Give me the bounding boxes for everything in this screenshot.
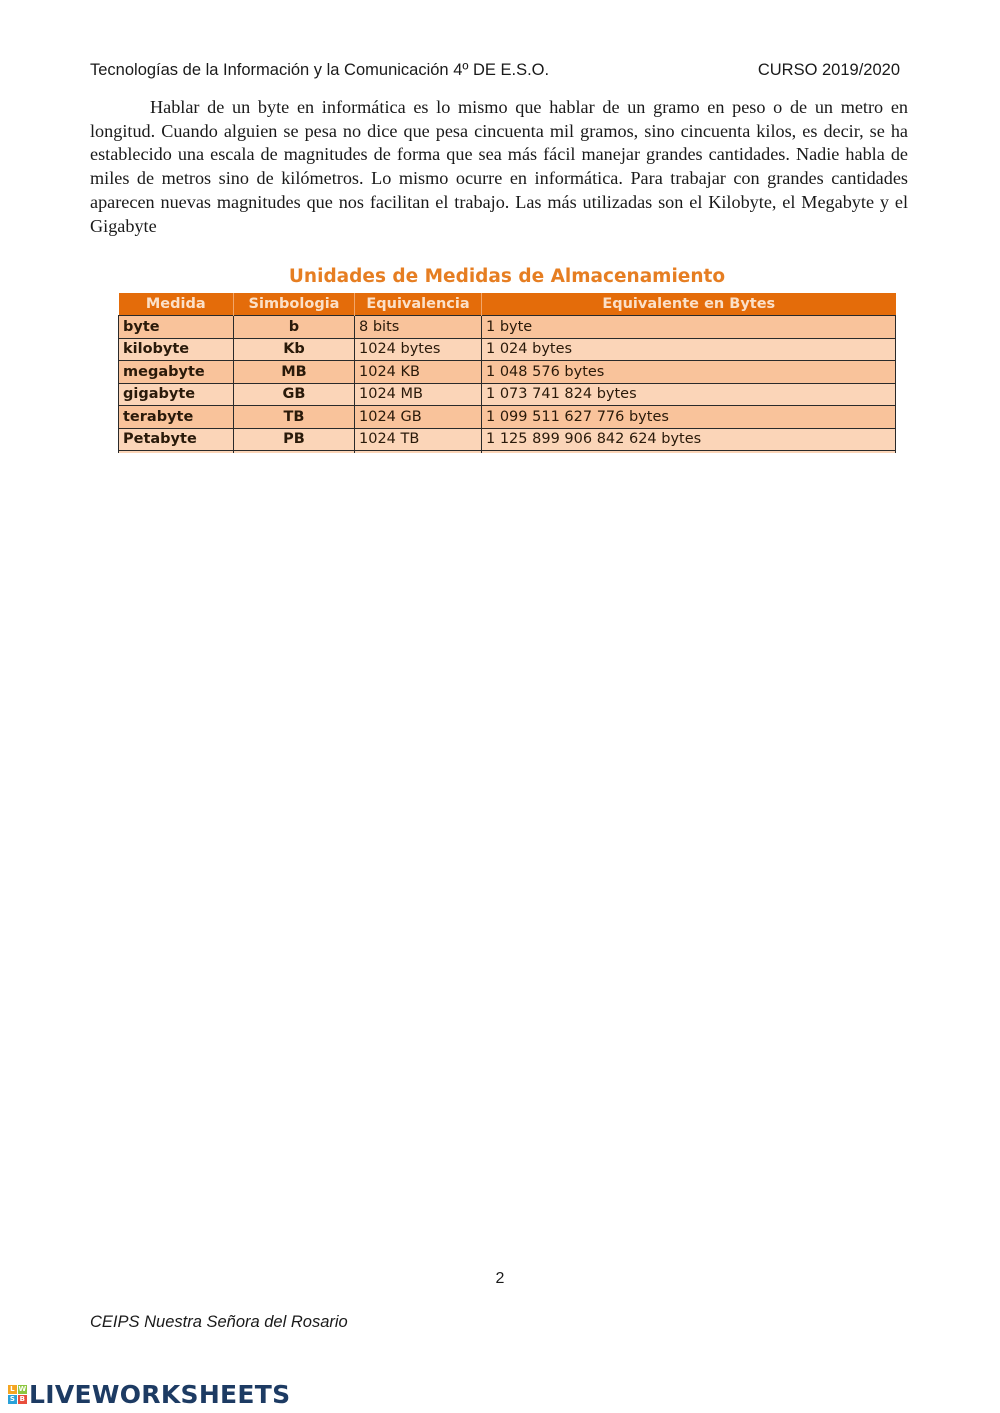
logo-tile-w: W [18,1385,27,1393]
cell-bytes: 1 125 899 906 842 624 bytes [482,428,896,451]
table-row [119,406,896,429]
cell-equivalencia: 8 bits [355,316,482,339]
intro-paragraph: Hablar de un byte en informática es lo mismo que hablar de un gramo en peso o de un metro en longitud. Cuando alguien se pesa no dice que pesa cincuenta mil gramos, sino cincuenta kilos, es decir, se ha establecido una escala de magnitudes de forma que sea más fácil manejar grandes cantidades. Nadie habla de miles de metros sino de kilómetros. Lo mismo ocurre en informática. Para trabajar con grandes cantidades aparecen nuevas magnitudes que nos facilitan el trabajo. Las más utilizadas son el Kilobyte, el Megabyte y el Gigabyte [90,97,908,236]
cut-cell [234,451,355,454]
table-row [119,316,896,339]
cell-equivalencia: 1024 GB [355,406,482,429]
cell-bytes: 1 048 576 bytes [482,361,896,384]
cell-equivalencia: 1024 bytes [355,338,482,361]
cell-medida: byte [119,316,234,339]
table-row [119,428,896,451]
cell-simbologia: GB [234,383,355,406]
cell-medida: megabyte [119,361,234,384]
header-simbologia: Simbologia [234,293,355,316]
cut-cell [119,451,234,454]
cell-bytes: 1 024 bytes [482,338,896,361]
cut-cell [482,451,896,454]
logo-tile-s: S [9,1395,16,1403]
table-row [119,383,896,406]
storage-units-table [118,293,896,453]
cell-equivalencia: 1024 TB [355,428,482,451]
logo-tile-l: L [8,1385,17,1394]
cell-medida: gigabyte [119,383,234,406]
cell-bytes: 1 073 741 824 bytes [482,383,896,406]
page-footer: CEIPS Nuestra Señora del Rosario [90,1313,348,1331]
cell-medida: Petabyte [119,428,234,451]
page-number: 2 [495,1270,505,1287]
cell-simbologia: Kb [234,338,355,361]
table-cut-row [119,451,896,454]
cell-equivalencia: 1024 MB [355,383,482,406]
table-row [119,338,896,361]
liveworksheets-logo-icon [8,1385,27,1404]
cell-bytes: 1 byte [482,316,896,339]
cell-medida: terabyte [119,406,234,429]
page-header [90,61,900,80]
cell-bytes: 1 099 511 627 776 bytes [482,406,896,429]
cell-simbologia: TB [234,406,355,429]
liveworksheets-brand[interactable] [8,1380,290,1409]
table-header-row [119,293,896,316]
cut-cell [355,451,482,454]
brand-name: LIVEWORKSHEETS [29,1380,291,1409]
cell-equivalencia: 1024 KB [355,361,482,384]
cell-simbologia: PB [234,428,355,451]
cell-simbologia: MB [234,361,355,384]
header-school-year: CURSO 2019/2020 [757,61,900,79]
table-title: Unidades de Medidas de Almacenamiento [288,266,726,287]
header-medida: Medida [119,293,234,316]
header-course-title: Tecnologías de la Información y la Comunicación 4º DE E.S.O. [90,61,550,79]
table-row [119,361,896,384]
cell-medida: kilobyte [119,338,234,361]
header-equivalente-bytes: Equivalente en Bytes [482,293,896,316]
cell-simbologia: b [234,316,355,339]
header-equivalencia: Equivalencia [355,293,482,316]
logo-tile-b: B [19,1395,26,1403]
